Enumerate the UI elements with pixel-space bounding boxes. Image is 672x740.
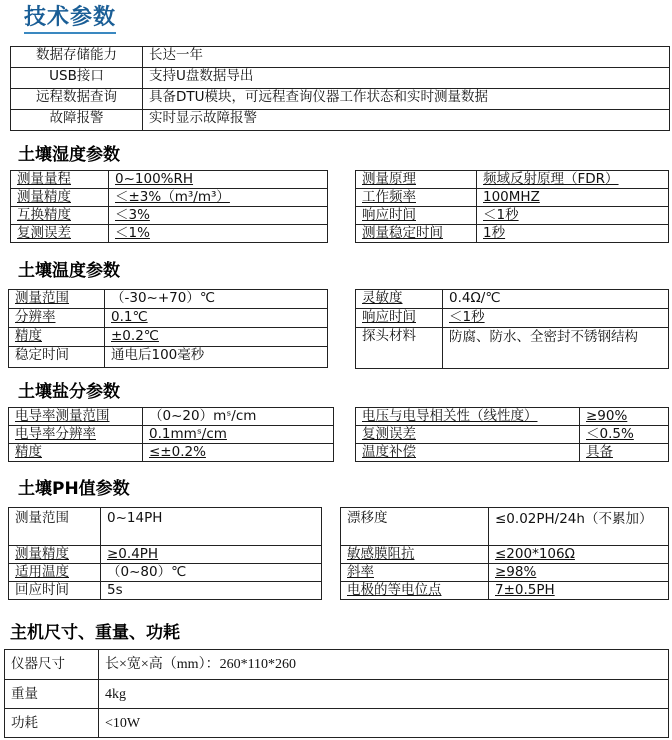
spec-label: 电压与电导相关性（线性度）	[356, 408, 580, 426]
spec-value: ≤±0.2%	[143, 444, 334, 462]
spec-label: 测量精度	[11, 189, 109, 207]
spec-label: 电导率测量范围	[9, 408, 143, 426]
spec-label: 远程数据查询	[11, 89, 143, 110]
table-row	[9, 328, 328, 347]
salinity-right-table	[355, 407, 669, 462]
spec-value: ＜3%	[109, 207, 328, 225]
spec-label: 敏感膜阻抗	[341, 546, 489, 564]
table-row	[11, 189, 328, 207]
spec-value: 通电后100毫秒	[105, 347, 328, 368]
spec-value: 具备	[580, 444, 669, 462]
spec-label: 故障报警	[11, 110, 143, 131]
spec-value: 1秒	[477, 225, 669, 243]
table-row	[9, 582, 322, 600]
spec-label: 测量原理	[356, 171, 477, 189]
spec-value: 0.1mmˢ/cm	[143, 426, 334, 444]
spec-value: 0~14PH	[101, 508, 322, 546]
table-row	[11, 47, 670, 68]
table-row	[341, 508, 669, 546]
spec-value: 具备DTU模块，可远程查询仪器工作状态和实时测量数据	[143, 89, 670, 110]
spec-value: （0~80）℃	[101, 564, 322, 582]
table-row	[5, 680, 669, 709]
table-row	[11, 68, 670, 89]
spec-label: 灵敏度	[356, 290, 443, 309]
spec-value: 4kg	[99, 680, 669, 709]
spec-label: 电导率分辨率	[9, 426, 143, 444]
spec-label: 功耗	[5, 709, 99, 738]
table-row	[356, 189, 669, 207]
spec-value: 频域反射原理（FDR）	[477, 171, 669, 189]
general-spec-table	[10, 46, 670, 131]
table-row	[356, 426, 669, 444]
spec-label: 数据存储能力	[11, 47, 143, 68]
spec-value: ≥90%	[580, 408, 669, 426]
spec-value: 长×宽×高（mm）：260*110*260	[99, 650, 669, 680]
spec-label: 稳定时间	[9, 347, 105, 368]
ph-right-table	[340, 507, 669, 600]
table-row	[11, 225, 328, 243]
spec-label: 工作频率	[356, 189, 477, 207]
table-row	[9, 546, 322, 564]
table-row	[11, 110, 670, 131]
table-row	[5, 709, 669, 738]
table-row	[356, 408, 669, 426]
ph-left-table	[8, 507, 322, 600]
table-row	[9, 508, 322, 546]
spec-value: 100MHZ	[477, 189, 669, 207]
table-row	[9, 444, 334, 462]
page-title: 技术参数	[24, 4, 116, 34]
section-heading-salinity: 土壤盐分参数	[18, 382, 120, 402]
spec-value: 长达一年	[143, 47, 670, 68]
spec-value: 实时显示故障报警	[143, 110, 670, 131]
table-row	[11, 171, 328, 189]
table-row	[11, 207, 328, 225]
spec-label: 复测误差	[11, 225, 109, 243]
table-row	[356, 328, 669, 369]
spec-value: 0~100%RH	[109, 171, 328, 189]
table-row	[341, 582, 669, 600]
spec-value: （-30~+70）℃	[105, 290, 328, 309]
spec-label: 精度	[9, 444, 143, 462]
spec-label: 分辨率	[9, 309, 105, 328]
spec-label: 响应时间	[356, 309, 443, 328]
spec-value: ＜1秒	[477, 207, 669, 225]
moisture-right-table	[355, 170, 669, 243]
table-row	[5, 650, 669, 680]
table-row	[341, 564, 669, 582]
spec-value: ＜0.5%	[580, 426, 669, 444]
spec-label: 重量	[5, 680, 99, 709]
section-heading-host: 主机尺寸、重量、功耗	[10, 623, 180, 643]
table-row	[9, 347, 328, 368]
temperature-left-table	[8, 289, 328, 368]
spec-label: 响应时间	[356, 207, 477, 225]
spec-label: 回应时间	[9, 582, 101, 600]
spec-label: 精度	[9, 328, 105, 347]
table-row	[9, 564, 322, 582]
table-row	[356, 171, 669, 189]
spec-value: ±0.2℃	[105, 328, 328, 347]
spec-value: 防腐、防水、全密封不锈钢结构	[443, 328, 669, 369]
moisture-left-table	[10, 170, 328, 243]
table-row	[11, 89, 670, 110]
spec-value: ≤0.02PH/24h（不累加）	[489, 508, 669, 546]
spec-value: ＜1秒	[443, 309, 669, 328]
table-row	[356, 290, 669, 309]
table-row	[9, 309, 328, 328]
table-row	[9, 290, 328, 309]
table-row	[341, 546, 669, 564]
table-row	[356, 207, 669, 225]
spec-value: ≤200*106Ω	[489, 546, 669, 564]
table-row	[356, 444, 669, 462]
table-row	[356, 225, 669, 243]
spec-value: ＜±3%（m³/m³）	[109, 189, 328, 207]
spec-value: 支持U盘数据导出	[143, 68, 670, 89]
spec-label: 斜率	[341, 564, 489, 582]
spec-label: 测量精度	[9, 546, 101, 564]
spec-value: （0~20）mˢ/cm	[143, 408, 334, 426]
spec-label: 适用温度	[9, 564, 101, 582]
spec-label: 测量量程	[11, 171, 109, 189]
table-row	[9, 408, 334, 426]
spec-label: 测量范围	[9, 290, 105, 309]
spec-label: 复测误差	[356, 426, 580, 444]
spec-value: ≥98%	[489, 564, 669, 582]
spec-label: 测量稳定时间	[356, 225, 477, 243]
spec-value: ≥0.4PH	[101, 546, 322, 564]
temperature-right-table	[355, 289, 669, 369]
spec-label: 互换精度	[11, 207, 109, 225]
spec-value: ＜1%	[109, 225, 328, 243]
spec-value: 7±0.5PH	[489, 582, 669, 600]
salinity-left-table	[8, 407, 334, 462]
spec-label: 测量范围	[9, 508, 101, 546]
spec-label: 漂移度	[341, 508, 489, 546]
spec-label: 仪器尺寸	[5, 650, 99, 680]
spec-label: 探头材料	[356, 328, 443, 369]
spec-value: 5s	[101, 582, 322, 600]
table-row	[356, 309, 669, 328]
spec-label: 电极的等电位点	[341, 582, 489, 600]
section-heading-moisture: 土壤湿度参数	[18, 145, 120, 165]
spec-value: 0.4Ω/℃	[443, 290, 669, 309]
section-heading-ph: 土壤PH值参数	[18, 479, 130, 499]
table-row	[9, 426, 334, 444]
spec-label: 温度补偿	[356, 444, 580, 462]
spec-label: USB接口	[11, 68, 143, 89]
spec-value: 0.1℃	[105, 309, 328, 328]
section-heading-temperature: 土壤温度参数	[18, 261, 120, 281]
spec-value: <10W	[99, 709, 669, 738]
host-spec-table	[4, 649, 669, 738]
